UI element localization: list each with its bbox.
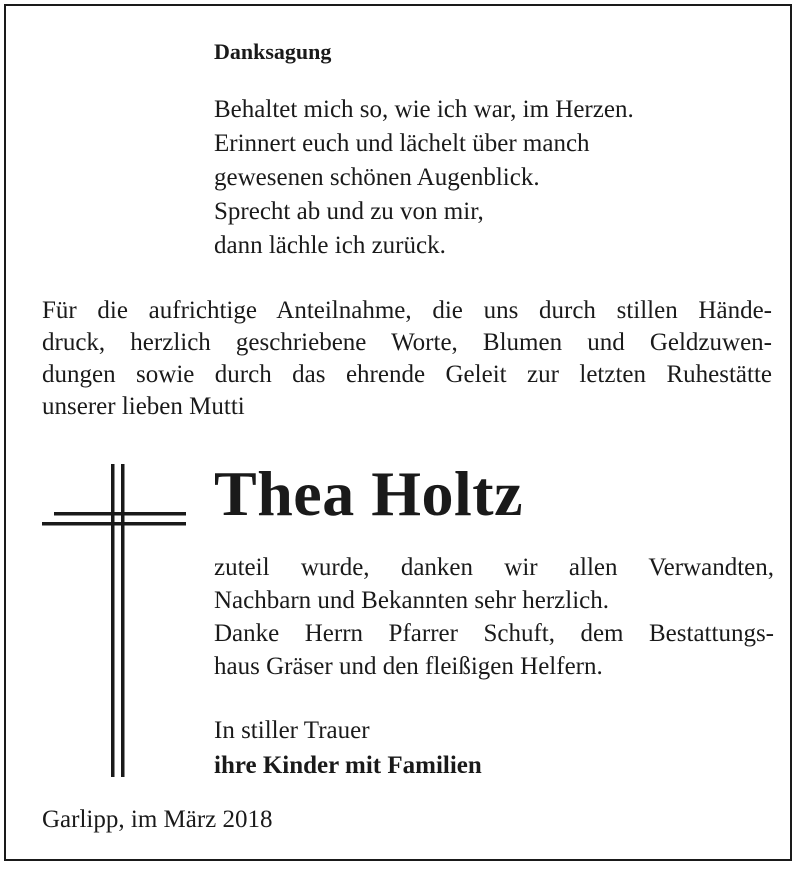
thanks-line: unserer lieben Mutti (42, 393, 245, 420)
continuation-paragraph (214, 551, 774, 683)
poem-line: gewesenen schönen Augenblick. (214, 164, 540, 191)
thanks-line: dungen sowie durch das ehrende Geleit zur letzten Ruhestätte (42, 361, 772, 388)
continuation-line: Danke Herrn Pfarrer Schuft, dem Bestattungs- (214, 620, 774, 647)
cross-icon (6, 6, 206, 796)
poem-line: Sprecht ab und zu von mir, (214, 198, 484, 225)
notice-frame (4, 4, 792, 861)
signature: ihre Kinder mit Familien (214, 752, 482, 779)
continuation-line: zuteil wurde, danken wir allen Verwandten, (214, 554, 774, 581)
thanks-line: druck, herzlich geschriebene Worte, Blumen und Geldzuwen- (42, 329, 772, 356)
continuation-line: Nachbarn und Bekannten sehr herzlich. (214, 587, 609, 614)
notice-heading: Danksagung (214, 39, 332, 64)
continuation-line: haus Gräser und den fleißigen Helfern. (214, 653, 603, 680)
mourning-line: In stiller Trauer (214, 717, 370, 744)
poem (214, 93, 634, 263)
poem-line: dann lächle ich zurück. (214, 232, 446, 259)
place-date: Garlipp, im März 2018 (42, 806, 273, 833)
thanks-line: Für die aufrichtige Anteilnahme, die uns durch stillen Hände- (42, 297, 772, 324)
poem-line: Behaltet mich so, wie ich war, im Herzen. (214, 96, 634, 123)
poem-line: Erinnert euch und lächelt über manch (214, 130, 590, 157)
mourning-block (214, 713, 482, 783)
deceased-name: Thea Holtz (214, 458, 523, 529)
